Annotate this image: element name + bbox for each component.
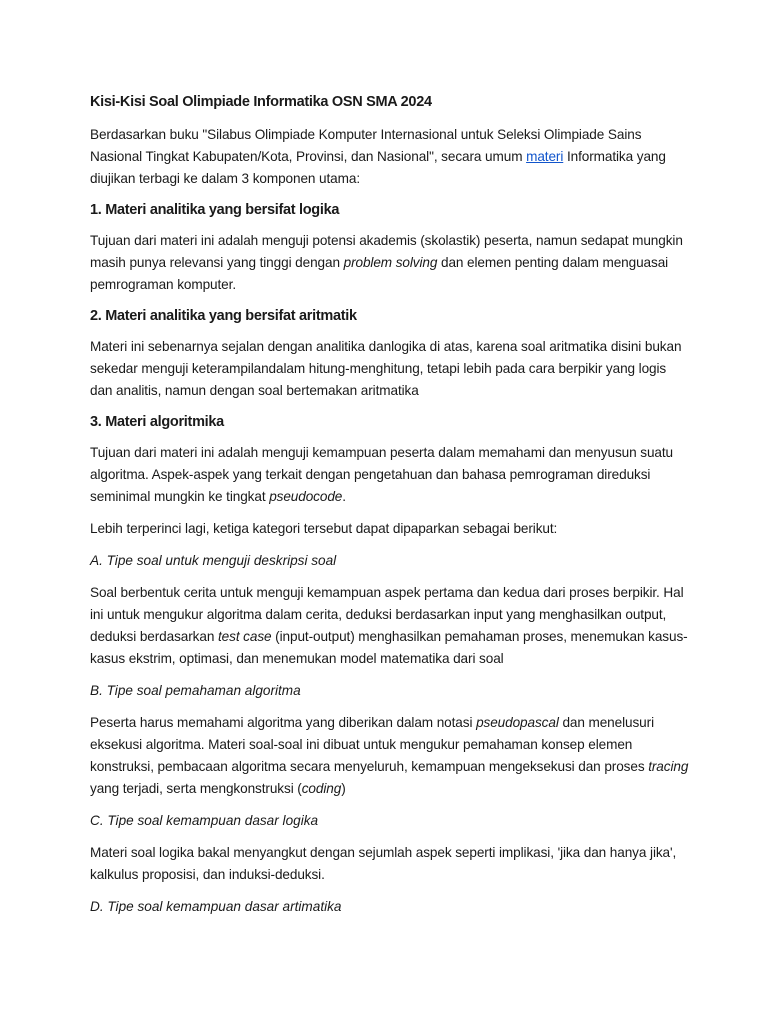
typeB-emphasis-1: pseudopascal bbox=[476, 715, 559, 730]
typeA-paragraph bbox=[90, 582, 690, 670]
section2-heading: 2. Materi analitika yang bersifat aritmatik bbox=[90, 308, 357, 324]
typeB-text-d: ) bbox=[341, 781, 346, 796]
section3-paragraph bbox=[90, 442, 690, 508]
section3-text-b: . bbox=[342, 489, 346, 504]
document-body bbox=[90, 92, 690, 928]
section1-text-a: Tujuan dari materi ini adalah menguji potensi akademis (skolastik) peserta, namun sedapat mungkin masih punya relevansi yang tinggi dengan bbox=[90, 233, 683, 270]
section3-text-a: Tujuan dari materi ini adalah menguji kemampuan peserta dalam memahami dan menyusun suatu algoritma. Aspek-aspek yang terkait dengan pengetahuan dan bahasa pemrograman direduksi seminimal mungkin ke tingkat bbox=[90, 445, 673, 504]
section2-paragraph: Materi ini sebenarnya sejalan dengan analitika danlogika di atas, karena soal aritmatika disini bukan sekedar menguji keterampilandalam hitung-menghitung, tetapi lebih pada cara berpikir yang logis dan analitis, namun dengan soal bertemakan aritmatika bbox=[90, 339, 682, 398]
intro-paragraph bbox=[90, 124, 690, 190]
typeB-heading: B. Tipe soal pemahaman algoritma bbox=[90, 683, 301, 698]
typeB-text-a: Peserta harus memahami algoritma yang diberikan dalam notasi bbox=[90, 715, 477, 730]
section3-heading: 3. Materi algoritmika bbox=[90, 414, 224, 430]
typeB-text-b: dan menelusuri eksekusi algoritma. Materi soal-soal ini dibuat untuk mengukur pemahaman konsep elemen konstruksi, pembacaan algoritma secara menyeluruh, kemampuan mengeksekusi dan proses bbox=[90, 715, 654, 774]
section1-paragraph bbox=[90, 230, 690, 296]
typeB-text-c: yang terjadi, serta mengkonstruksi ( bbox=[90, 781, 302, 796]
typeA-emphasis: test case bbox=[217, 629, 272, 644]
lead-paragraph: Lebih terperinci lagi, ketiga kategori tersebut dapat dipaparkan sebagai berikut: bbox=[90, 521, 558, 536]
typeB-paragraph bbox=[90, 712, 690, 800]
typeA-text-b: (input-output) menghasilkan pemahaman proses, menemukan kasus-kasus ekstrim, optimasi, dan menemukan model matematika dari soal bbox=[90, 629, 688, 666]
typeB-emphasis-3: coding bbox=[301, 781, 342, 796]
typeA-heading: A. Tipe soal untuk menguji deskripsi soal bbox=[90, 553, 337, 568]
document-title: Kisi-Kisi Soal Olimpiade Informatika OSN SMA 2024 bbox=[90, 94, 432, 110]
typeB-emphasis-2: tracing bbox=[648, 759, 689, 774]
typeA-text-a: Soal berbentuk cerita untuk menguji kemampuan aspek pertama dan kedua dari proses berpikir. Hal ini untuk mengukur algoritma dalam cerita, deduksi berdasarkan input yang menghasilkan output, deduksi berdasarkan bbox=[90, 585, 684, 644]
intro-text-after: Informatika yang diujikan terbagi ke dalam 3 komponen utama: bbox=[90, 149, 666, 186]
intro-text-before: Berdasarkan buku "Silabus Olimpiade Komputer Internasional untuk Seleksi Olimpiade Sains Nasional Tingkat Kabupaten/Kota, Provinsi, dan Nasional", secara umum bbox=[90, 127, 642, 164]
section1-heading: 1. Materi analitika yang bersifat logika bbox=[90, 202, 340, 218]
materi-link[interactable]: materi bbox=[526, 149, 564, 164]
typeD-heading: D. Tipe soal kemampuan dasar artimatika bbox=[90, 899, 342, 914]
typeC-heading: C. Tipe soal kemampuan dasar logika bbox=[90, 813, 319, 828]
typeC-paragraph: Materi soal logika bakal menyangkut dengan sejumlah aspek seperti implikasi, 'jika dan hanya jika', kalkulus proposisi, dan induksi-deduksi. bbox=[90, 845, 677, 882]
section3-emphasis: pseudocode bbox=[269, 489, 343, 504]
section1-emphasis: problem solving bbox=[343, 255, 438, 270]
section1-text-b: dan elemen penting dalam menguasai pemrograman komputer. bbox=[90, 255, 669, 292]
